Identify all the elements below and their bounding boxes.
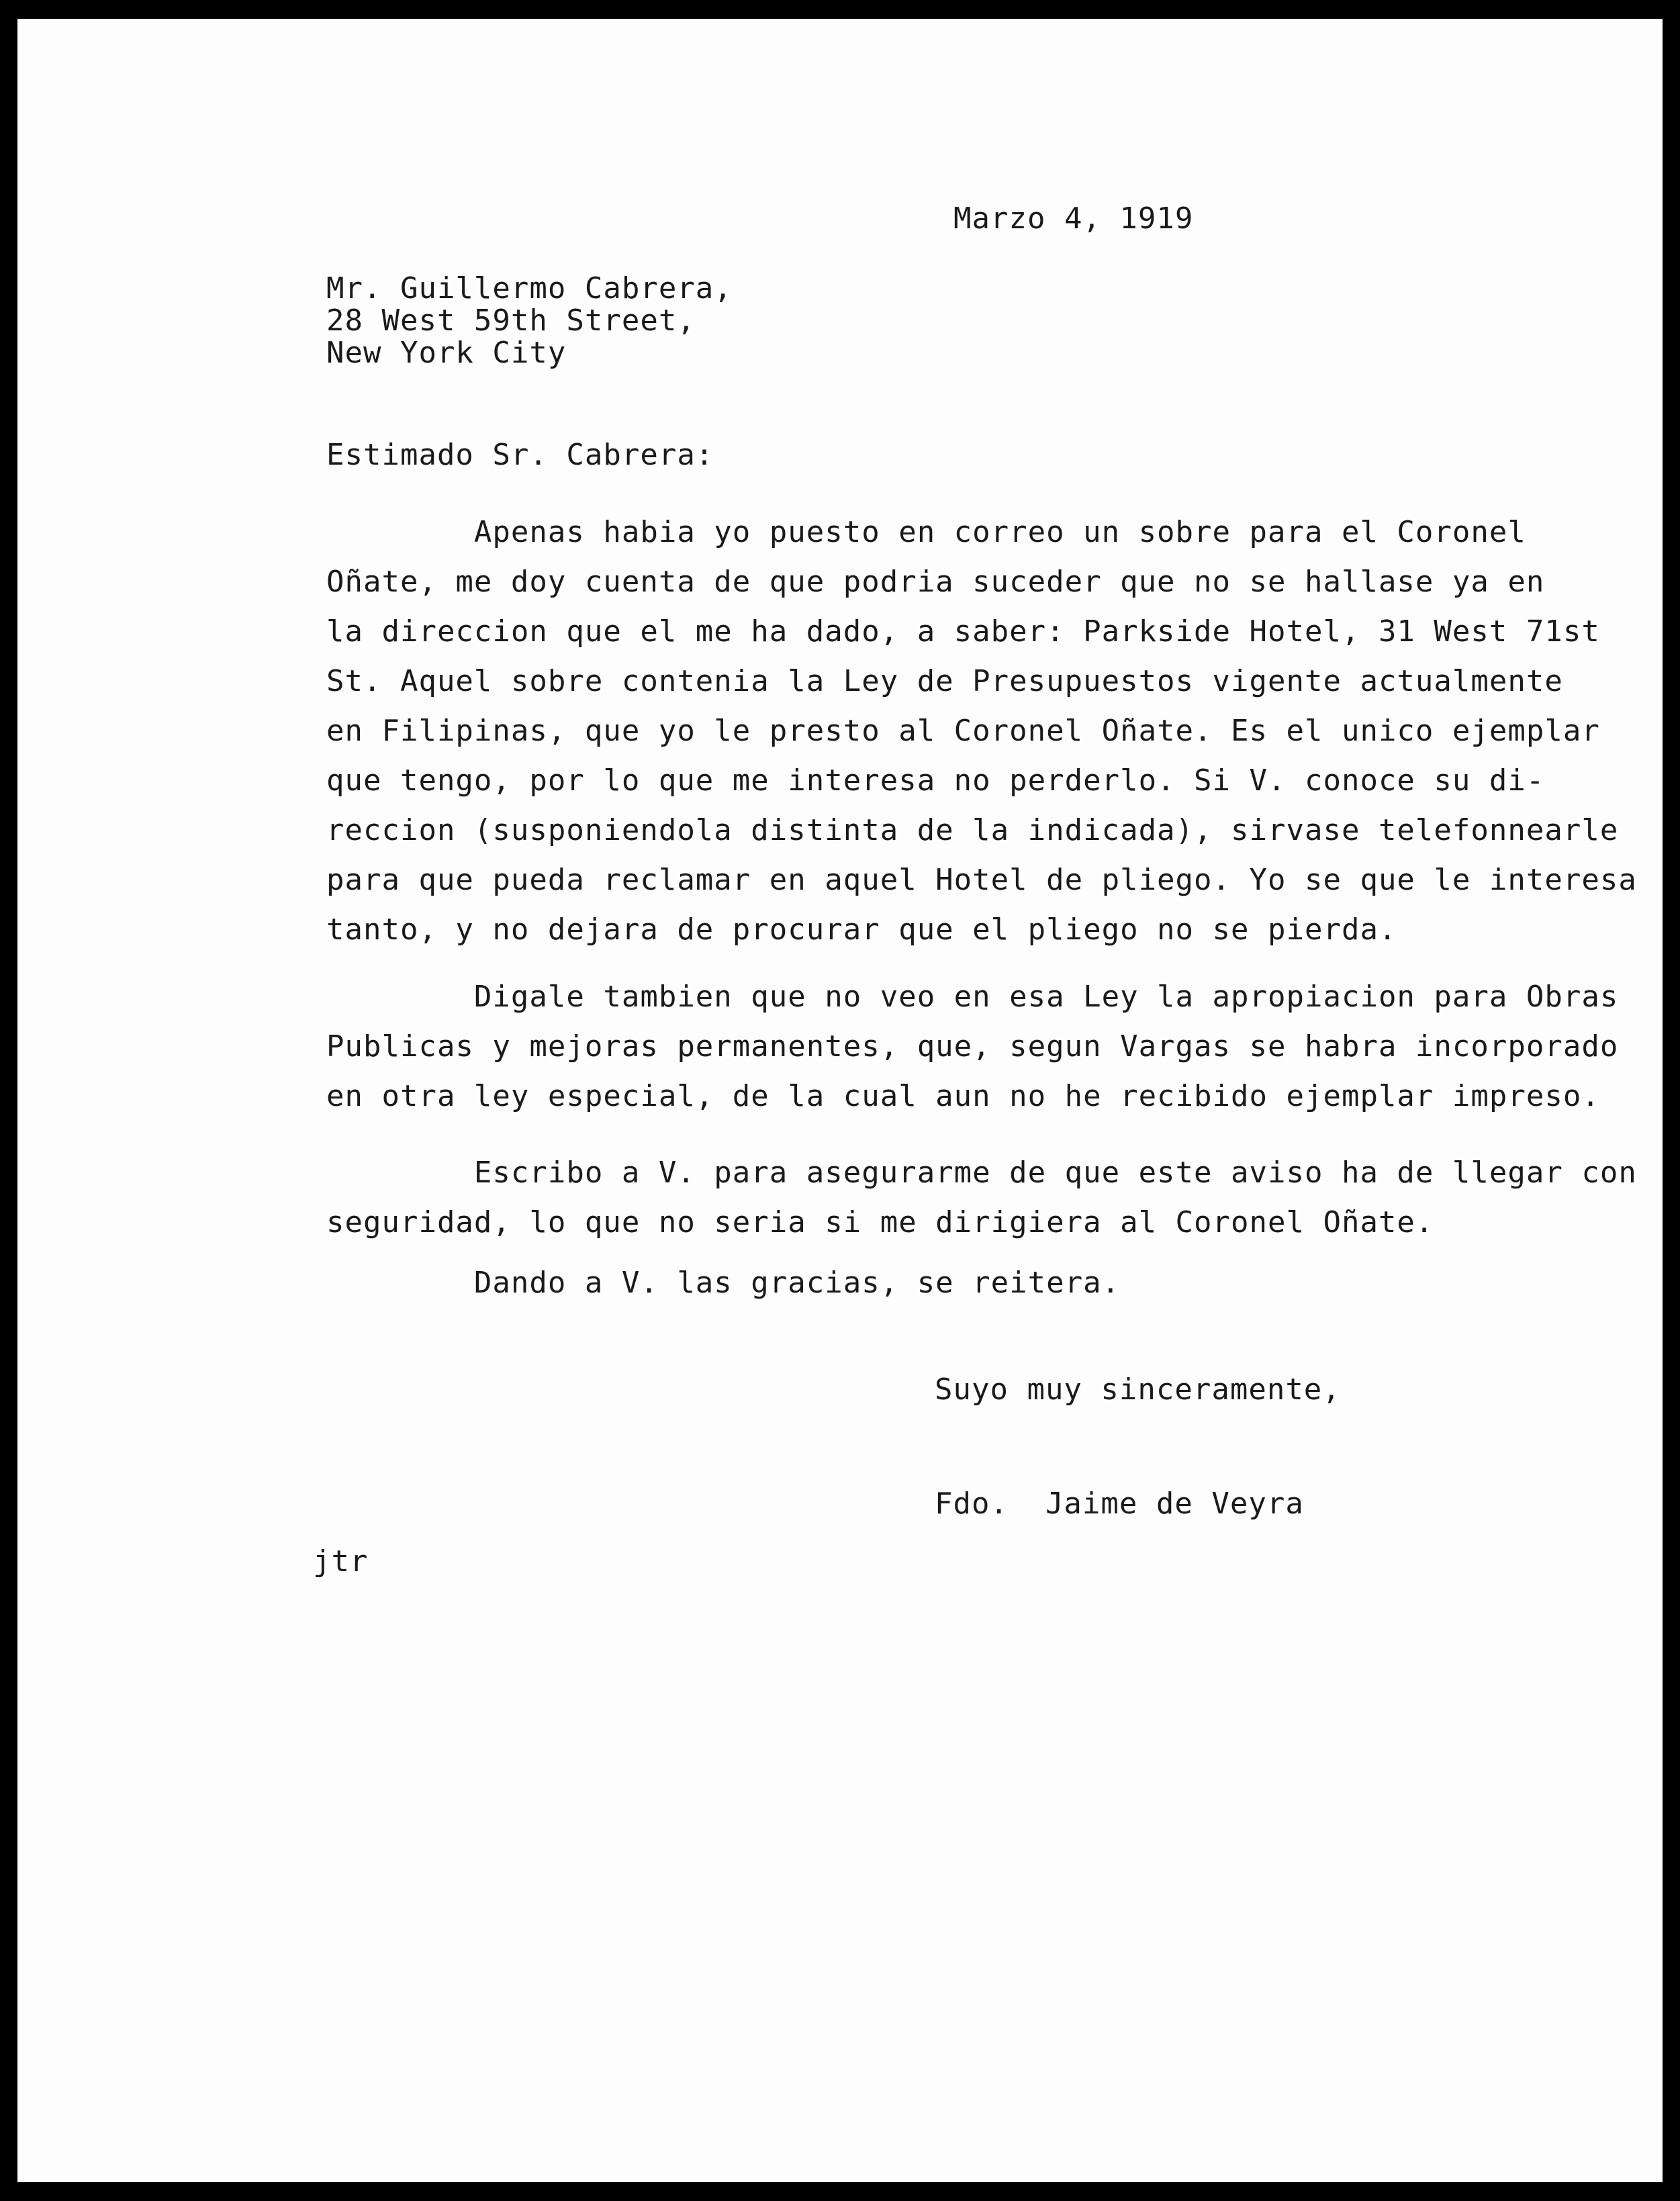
paragraph-line: tanto, y no dejara de procurar que el pliego no se pierda. — [326, 912, 1397, 947]
signature: Fdo. Jaime de Veyra — [935, 1487, 1304, 1521]
body-paragraph — [326, 1148, 1637, 1248]
paragraph-line: en Filipinas, que yo le presto al Coronel Oñate. Es el unico ejemplar — [326, 714, 1600, 748]
paragraph-line: Publicas y mejoras permanentes, que, segun Vargas se habra incorporado — [326, 1029, 1619, 1064]
paragraph-line: Dando a V. las gracias, se reitera. — [326, 1266, 1121, 1300]
paragraph-line: seguridad, lo que no seria si me dirigiera al Coronel Oñate. — [326, 1205, 1434, 1239]
body-paragraph — [326, 1258, 1120, 1308]
body-paragraph — [326, 508, 1637, 955]
address-line-street: 28 West 59th Street, — [326, 303, 696, 338]
letter-date: Marzo 4, 1919 — [953, 201, 1194, 236]
address-line-city: New York City — [326, 336, 567, 370]
letter-page — [17, 19, 1663, 2182]
paragraph-line: Digale tambien que no veo en esa Ley la apropiacion para Obras — [326, 980, 1619, 1014]
paragraph-line: St. Aquel sobre contenia la Ley de Presupuestos vigente actualmente — [326, 664, 1563, 698]
paragraph-line: para que pueda reclamar en aquel Hotel de pliego. Yo se que le interesa — [326, 863, 1637, 897]
paragraph-line: en otra ley especial, de la cual aun no he recibido ejemplar impreso. — [326, 1079, 1600, 1113]
closing: Suyo muy sinceramente, — [935, 1372, 1341, 1407]
paragraph-line: Oñate, me doy cuenta de que podria suceder que no se hallase ya en — [326, 565, 1545, 599]
address-line-name: Mr. Guillermo Cabrera, — [326, 271, 733, 306]
salutation: Estimado Sr. Cabrera: — [326, 438, 714, 472]
paragraph-line: Escribo a V. para asegurarme de que este aviso ha de llegar con — [326, 1156, 1637, 1190]
paragraph-line: la direccion que el me ha dado, a saber: Parkside Hotel, 31 West 71st — [326, 614, 1600, 649]
paragraph-line: Apenas habia yo puesto en correo un sobre para el Coronel — [326, 515, 1526, 549]
paragraph-line: reccion (susponiendola distinta de la indicada), sirvase telefonnearle — [326, 813, 1619, 847]
typist-initials: jtr — [313, 1544, 369, 1579]
paragraph-line: que tengo, por lo que me interesa no perderlo. Si V. conoce su di- — [326, 763, 1545, 798]
body-paragraph — [326, 972, 1618, 1121]
